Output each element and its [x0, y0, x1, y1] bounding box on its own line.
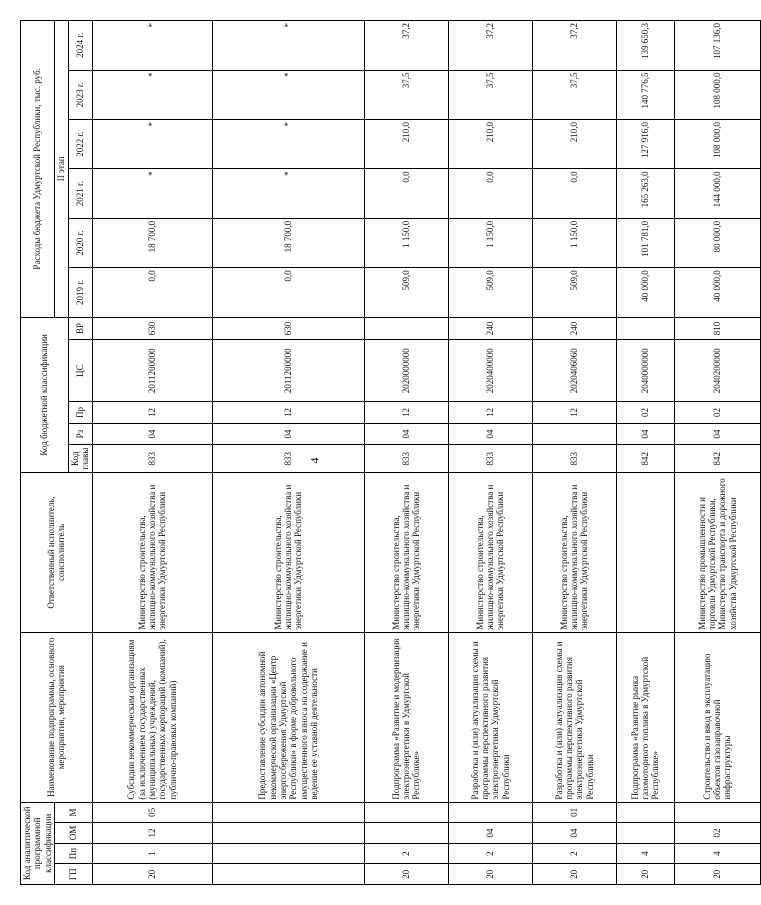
- header-pp: Пп: [55, 843, 93, 864]
- row-pp: 2: [448, 843, 532, 864]
- row-cs: 2020406060: [532, 340, 616, 402]
- header-pr: Пр: [69, 402, 93, 424]
- table-row: [92, 21, 212, 885]
- row-gp: 20: [448, 864, 532, 885]
- row-rz: 04: [448, 423, 532, 445]
- row-name: Предоставление субсидии автономной некоммерческой организации «Центр энергосбережения Удмуртской Республики» в форме добровольного имущественного взноса на содержание и ведение ее уставной деятельности: [212, 632, 364, 802]
- row-expense-value: 18 700,0: [92, 218, 212, 267]
- row-expense-value: *: [212, 119, 364, 168]
- row-pr: 12: [532, 402, 616, 424]
- header-expenses: Расходы бюджета Удмуртской Республики, тыс. руб.: [21, 21, 55, 318]
- row-om: [616, 823, 674, 844]
- row-gp: [212, 864, 364, 885]
- row-m: [364, 802, 448, 823]
- row-pp: 4: [674, 843, 760, 864]
- header-prog-class: Код аналитической программной классификации: [21, 802, 55, 884]
- row-expense-value: 0,0: [364, 169, 448, 218]
- header-name: Наименование подпрограммы, основного мероприятия, мероприятия: [21, 632, 93, 802]
- row-m: [616, 802, 674, 823]
- row-kod-glavy: 842: [616, 445, 674, 473]
- rotated-page: [20, 20, 738, 885]
- row-gp: 20: [364, 864, 448, 885]
- row-expense-value: 101 781,0: [616, 218, 674, 267]
- row-expense-value: 210,0: [448, 119, 532, 168]
- row-kod-glavy: 833: [212, 445, 364, 473]
- row-expense-value: 0,0: [532, 169, 616, 218]
- row-expense-value: 40 000,0: [674, 268, 760, 317]
- header-kod-glavy: Код главы: [69, 445, 93, 473]
- header-year: 2019 г.: [69, 268, 93, 317]
- row-gp: 20: [616, 864, 674, 885]
- row-expense-value: 37,5: [448, 70, 532, 119]
- row-executor: Министерство промышленности и торговли Удмуртской Республики, Министерство транспорта и дорожного хозяйства Удмуртской Республики: [674, 473, 760, 633]
- row-gp: 20: [532, 864, 616, 885]
- table-row: [616, 21, 674, 885]
- row-executor: Министерство строительства, жилищно-коммунального хозяйства и энергетики Удмуртской Республики: [364, 473, 448, 633]
- budget-table: [20, 20, 761, 885]
- row-expense-value: 108 000,0: [674, 119, 760, 168]
- row-om: 02: [674, 823, 760, 844]
- row-expense-value: 80 000,0: [674, 218, 760, 267]
- row-expense-value: 0,0: [92, 268, 212, 317]
- row-expense-value: 0,0: [448, 169, 532, 218]
- row-executor: Министерство строительства, жилищно-коммунального хозяйства и энергетики Удмуртской Республики: [532, 473, 616, 633]
- row-expense-value: *: [212, 70, 364, 119]
- row-kod-glavy: 833: [448, 445, 532, 473]
- row-expense-value: 37,2: [448, 21, 532, 71]
- row-executor: Министерство строительства, жилищно-коммунального хозяйства и энергетики Удмуртской Республики: [92, 473, 212, 633]
- row-cs: 2011200000: [212, 340, 364, 402]
- row-vr: 630: [212, 317, 364, 340]
- table-row: [674, 21, 760, 885]
- header-year: 2024 г.: [69, 21, 93, 71]
- row-expense-value: 127 916,0: [616, 119, 674, 168]
- row-expense-value: 108 000,0: [674, 70, 760, 119]
- row-kod-glavy: 833: [92, 445, 212, 473]
- row-vr: 810: [674, 317, 760, 340]
- row-name: Разработка и (или) актуализация схемы и программы перспективного развития электроэнергетики Удмуртской Республики: [448, 632, 532, 802]
- row-name: Разработка и (или) актуализация схемы и программы перспективного развития электроэнергетики Удмуртской Республики: [532, 632, 616, 802]
- header-vr: ВР: [69, 317, 93, 340]
- row-m: 01: [532, 802, 616, 823]
- row-pp: [212, 843, 364, 864]
- row-expense-value: *: [92, 119, 212, 168]
- row-name: Субсидии некоммерческим организациям (за исключением государственных (муниципальных) учреждений, государственных корпораций (компаний), публично-правовых компаний): [92, 632, 212, 802]
- row-expense-value: 37,2: [364, 21, 448, 71]
- row-kod-glavy: 833: [364, 445, 448, 473]
- row-om: 04: [448, 823, 532, 844]
- row-expense-value: 37,5: [364, 70, 448, 119]
- header-year: 2022 г.: [69, 119, 93, 168]
- row-cs: 2040200000: [674, 340, 760, 402]
- row-expense-value: 1 150,0: [448, 218, 532, 267]
- row-cs: 2040000000: [616, 340, 674, 402]
- row-pp: 1: [92, 843, 212, 864]
- table-row: [532, 21, 616, 885]
- row-expense-value: 37,2: [532, 21, 616, 71]
- row-m: [212, 802, 364, 823]
- header-m: М: [55, 802, 93, 823]
- row-expense-value: 210,0: [364, 119, 448, 168]
- row-cs: 2020000000: [364, 340, 448, 402]
- header-stage: II этап: [55, 21, 69, 318]
- row-kod-glavy: 842: [674, 445, 760, 473]
- row-expense-value: 509,0: [448, 268, 532, 317]
- row-gp: 20: [92, 864, 212, 885]
- row-pp: 2: [364, 843, 448, 864]
- row-expense-value: 144 000,0: [674, 169, 760, 218]
- row-name: Строительство и ввод в эксплуатацию объектов газозаправочной инфраструктуры: [674, 632, 760, 802]
- row-expense-value: 107 136,0: [674, 21, 760, 71]
- row-rz: 04: [616, 423, 674, 445]
- row-m: 05: [92, 802, 212, 823]
- row-expense-value: 509,0: [364, 268, 448, 317]
- header-rz: Рз: [69, 423, 93, 445]
- header-year: 2021 г.: [69, 169, 93, 218]
- row-name: Подпрограмма «Развитие рынка газомоторного топлива в Удмуртской Республике»: [616, 632, 674, 802]
- row-vr: 240: [532, 317, 616, 340]
- row-expense-value: *: [92, 21, 212, 71]
- row-expense-value: 37,5: [532, 70, 616, 119]
- row-om: 12: [92, 823, 212, 844]
- row-expense-value: 0,0: [212, 268, 364, 317]
- row-pr: 12: [364, 402, 448, 424]
- row-vr: [616, 317, 674, 340]
- row-om: [212, 823, 364, 844]
- header-year: 2023 г.: [69, 70, 93, 119]
- header-gp: ГП: [55, 864, 93, 885]
- row-pr: 12: [448, 402, 532, 424]
- row-pr: 02: [616, 402, 674, 424]
- row-pr: 02: [674, 402, 760, 424]
- row-pr: 12: [212, 402, 364, 424]
- row-om: 04: [532, 823, 616, 844]
- header-executor: Ответственный исполнитель, соисполнитель: [21, 473, 93, 633]
- row-m: [674, 802, 760, 823]
- row-rz: 04: [92, 423, 212, 445]
- row-executor: Министерство строительства, жилищно-коммунального хозяйства и энергетики Удмуртской Республики: [212, 473, 364, 633]
- row-expense-value: *: [92, 70, 212, 119]
- row-gp: 20: [674, 864, 760, 885]
- row-vr: 630: [92, 317, 212, 340]
- row-kod-glavy: 833: [532, 445, 616, 473]
- table-body: [92, 21, 760, 885]
- row-pp: 4: [616, 843, 674, 864]
- header-cs: ЦС: [69, 340, 93, 402]
- row-vr: [364, 317, 448, 340]
- row-cs: 2020400000: [448, 340, 532, 402]
- header-budget-class: Код бюджетной классификации: [21, 317, 69, 472]
- row-rz: 04: [212, 423, 364, 445]
- row-rz: 04: [674, 423, 760, 445]
- row-expense-value: *: [212, 169, 364, 218]
- row-executor: [616, 473, 674, 633]
- row-cs: 2011200000: [92, 340, 212, 402]
- row-expense-value: 210,0: [532, 119, 616, 168]
- page-number: 4: [307, 457, 322, 464]
- table-row: [364, 21, 448, 885]
- row-expense-value: *: [92, 169, 212, 218]
- row-rz: 04: [364, 423, 448, 445]
- row-executor: Министерство строительства, жилищно-коммунального хозяйства и энергетики Удмуртской Республики: [448, 473, 532, 633]
- row-name: Подпрограмма «Развитие и модернизация электроэнергетики в Удмуртской Республике»: [364, 632, 448, 802]
- table-row: [448, 21, 532, 885]
- header-year: 2020 г.: [69, 218, 93, 267]
- table-row: [212, 21, 364, 885]
- row-expense-value: 1 150,0: [364, 218, 448, 267]
- header-om: ОМ: [55, 823, 93, 844]
- row-rz: [532, 423, 616, 445]
- row-pp: 2: [532, 843, 616, 864]
- row-expense-value: 40 000,0: [616, 268, 674, 317]
- row-expense-value: 1 150,0: [532, 218, 616, 267]
- row-om: [364, 823, 448, 844]
- row-expense-value: 139 650,3: [616, 21, 674, 71]
- row-expense-value: 509,0: [532, 268, 616, 317]
- row-expense-value: 18 700,0: [212, 218, 364, 267]
- row-vr: 240: [448, 317, 532, 340]
- row-pr: 12: [92, 402, 212, 424]
- row-expense-value: 140 776,5: [616, 70, 674, 119]
- row-expense-value: *: [212, 21, 364, 71]
- row-m: [448, 802, 532, 823]
- row-expense-value: 165 263,0: [616, 169, 674, 218]
